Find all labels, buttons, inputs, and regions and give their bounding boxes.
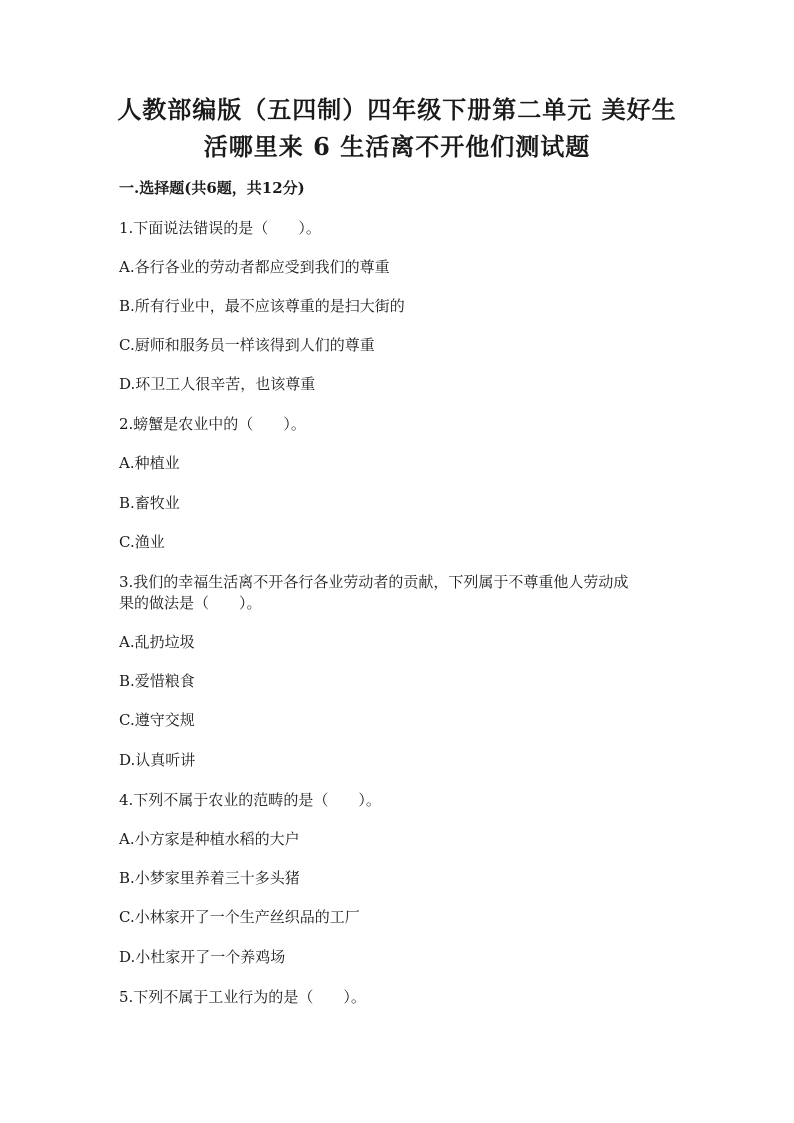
question-1-option-b: B.所有行业中，最不应该尊重的是扫大街的 — [119, 297, 405, 315]
question-4-option-b: B.小梦家里养着三十多头猪 — [119, 869, 300, 887]
question-1-option-c: C.厨师和服务员一样该得到人们的尊重 — [119, 336, 375, 354]
question-3-option-b: B.爱惜粮食 — [119, 672, 195, 690]
question-2-option-c: C.渔业 — [119, 533, 165, 551]
question-4-option-a: A.小方家是种植水稻的大户 — [119, 830, 300, 848]
question-4-option-c: C.小林家开了一个生产丝织品的工厂 — [119, 908, 360, 926]
question-3-option-d: D.认真听讲 — [119, 751, 196, 769]
question-3-stem-line-2: 果的做法是（ ）。 — [119, 594, 262, 612]
question-4-option-d: D.小杜家开了一个养鸡场 — [119, 948, 286, 966]
question-3-stem-line-1: 3.我们的幸福生活离不开各行各业劳动者的贡献，下列属于不尊重他人劳动成 — [119, 573, 629, 591]
question-4-stem: 4.下列不属于农业的范畴的是（ ）。 — [119, 791, 381, 809]
question-2-option-b: B.畜牧业 — [119, 494, 180, 512]
section-heading: 一.选择题(共6题，共12分) — [119, 179, 305, 197]
question-3-option-a: A.乱扔垃圾 — [119, 633, 195, 651]
question-1-option-d: D.环卫工人很辛苦，也该尊重 — [119, 375, 316, 393]
document-title-line-2: 活哪里来 6 生活离不开他们测试题 — [203, 132, 591, 161]
question-5-stem: 5.下列不属于工业行为的是（ ）。 — [119, 988, 366, 1006]
question-2-option-a: A.种植业 — [119, 454, 180, 472]
question-2-stem: 2.螃蟹是农业中的（ ）。 — [119, 415, 306, 433]
document-title-line-1: 人教部编版（五四制）四年级下册第二单元 美好生 — [117, 95, 677, 124]
question-1-option-a: A.各行各业的劳动者都应受到我们的尊重 — [119, 258, 390, 276]
question-1-stem: 1.下面说法错误的是（ ）。 — [119, 219, 321, 237]
question-3-option-c: C.遵守交规 — [119, 711, 195, 729]
